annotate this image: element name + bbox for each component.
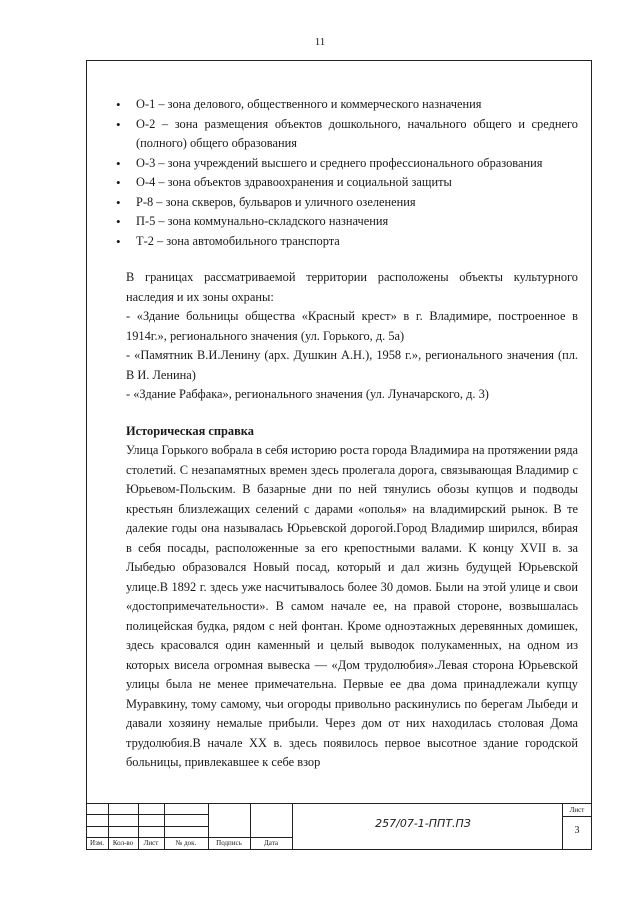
list-item: • О-1 – зона делового, общественного и коммерческого назначения xyxy=(126,95,578,115)
list-item: • О-4 – зона объектов здравоохранения и социальной защиты xyxy=(126,173,578,193)
heritage-item: - «Памятник В.И.Ленину (арх. Душкин А.Н.), 1958 г.», регионального значения (пл. В И. Ленина) xyxy=(126,348,578,382)
list-item: • Р-8 – зона скверов, бульваров и уличного озеленения xyxy=(126,193,578,213)
document-body xyxy=(126,95,578,773)
zone-list xyxy=(126,95,578,251)
stamp-label-doc: № док. xyxy=(175,839,197,847)
sheet-number: 3 xyxy=(574,825,580,836)
list-item: • Т-2 – зона автомобильного транспорта xyxy=(126,232,578,252)
list-item: • О-3 – зона учреждений высшего и среднего профессионального образования xyxy=(126,154,578,174)
list-item: • О-2 – зона размещения объектов дошкольного, начального общего и среднего (полного) общего образования xyxy=(126,115,578,154)
heritage-item: - «Здание больницы общества «Красный крест» в г. Владимире, построенное в 1914г.», регионального значения (ул. Горького, д. 5а) xyxy=(126,309,578,343)
list-item: • П-5 – зона коммунально-складского назначения xyxy=(126,212,578,232)
sheet-label: Лист xyxy=(569,806,585,814)
stamp-label-date: Дата xyxy=(264,839,278,847)
title-block xyxy=(86,803,592,850)
stamp-label-signature: Подпись xyxy=(216,839,242,847)
page-number: 11 xyxy=(314,36,326,48)
history-paragraph: Улица Горького вобрала в себя историю роста города Владимира на протяжении ряда столетий. С незапамятных времен здесь пролегала дорога, связывающая Владимир с Юрьевом-Польским. В базарные дни по ней тянулись обозы купцов и подводы крестьян близлежащих селений с дарами «ополья» на владимирский рынок. В те далекие годы она называлась Юрьевской дорогой.Город Владимир ширился, вбирая в себя посады, расположенные за его крепостными валами. К концу XVII в. за Лыбедью образовался Новый посад, который и дал жизнь будущей Юрьевской улице.В 1892 г. здесь уже насчитывалось более 30 домов. Были на этой улице и свои «достопримечательности». В самом начале ее, на правой стороне, возвышалась полицейская будка, рядом с ней фонтан. Кроме одноэтажных деревянных домишек, здесь красовался один каменный и целый выводок полукаменных, на одном из которых висела огромная вывеска — «Дом трудолюбия».Левая сторона Юрьевской улицы была не менее примечательна. Первые ее два дома принадлежали купцу Муравкину, тому самому, чьи огороды привольно раскинулись по берегам Лыбеди и давали хозяину немалые прибыли. Через дом от них находилась столовая Дома трудолюбия.В начале XX в. здесь появилось первое высотное здание городской больницы, привлекавшее к себе взор xyxy=(126,443,578,769)
stamp-label-sheet: Лист xyxy=(143,839,159,847)
stamp-label-count: Кол-во xyxy=(112,839,134,847)
document-code: 257/07-1-ППТ.ПЗ xyxy=(375,817,471,830)
stamp-label-change: Изм. xyxy=(90,839,104,847)
heritage-intro: В границах рассматриваемой территории расположены объекты культурного наследия и их зоны охраны: xyxy=(126,270,578,304)
history-heading: Историческая справка xyxy=(126,423,254,438)
heritage-item: - «Здание Рабфака», регионального значения (ул. Луначарского, д. 3) xyxy=(126,387,489,401)
